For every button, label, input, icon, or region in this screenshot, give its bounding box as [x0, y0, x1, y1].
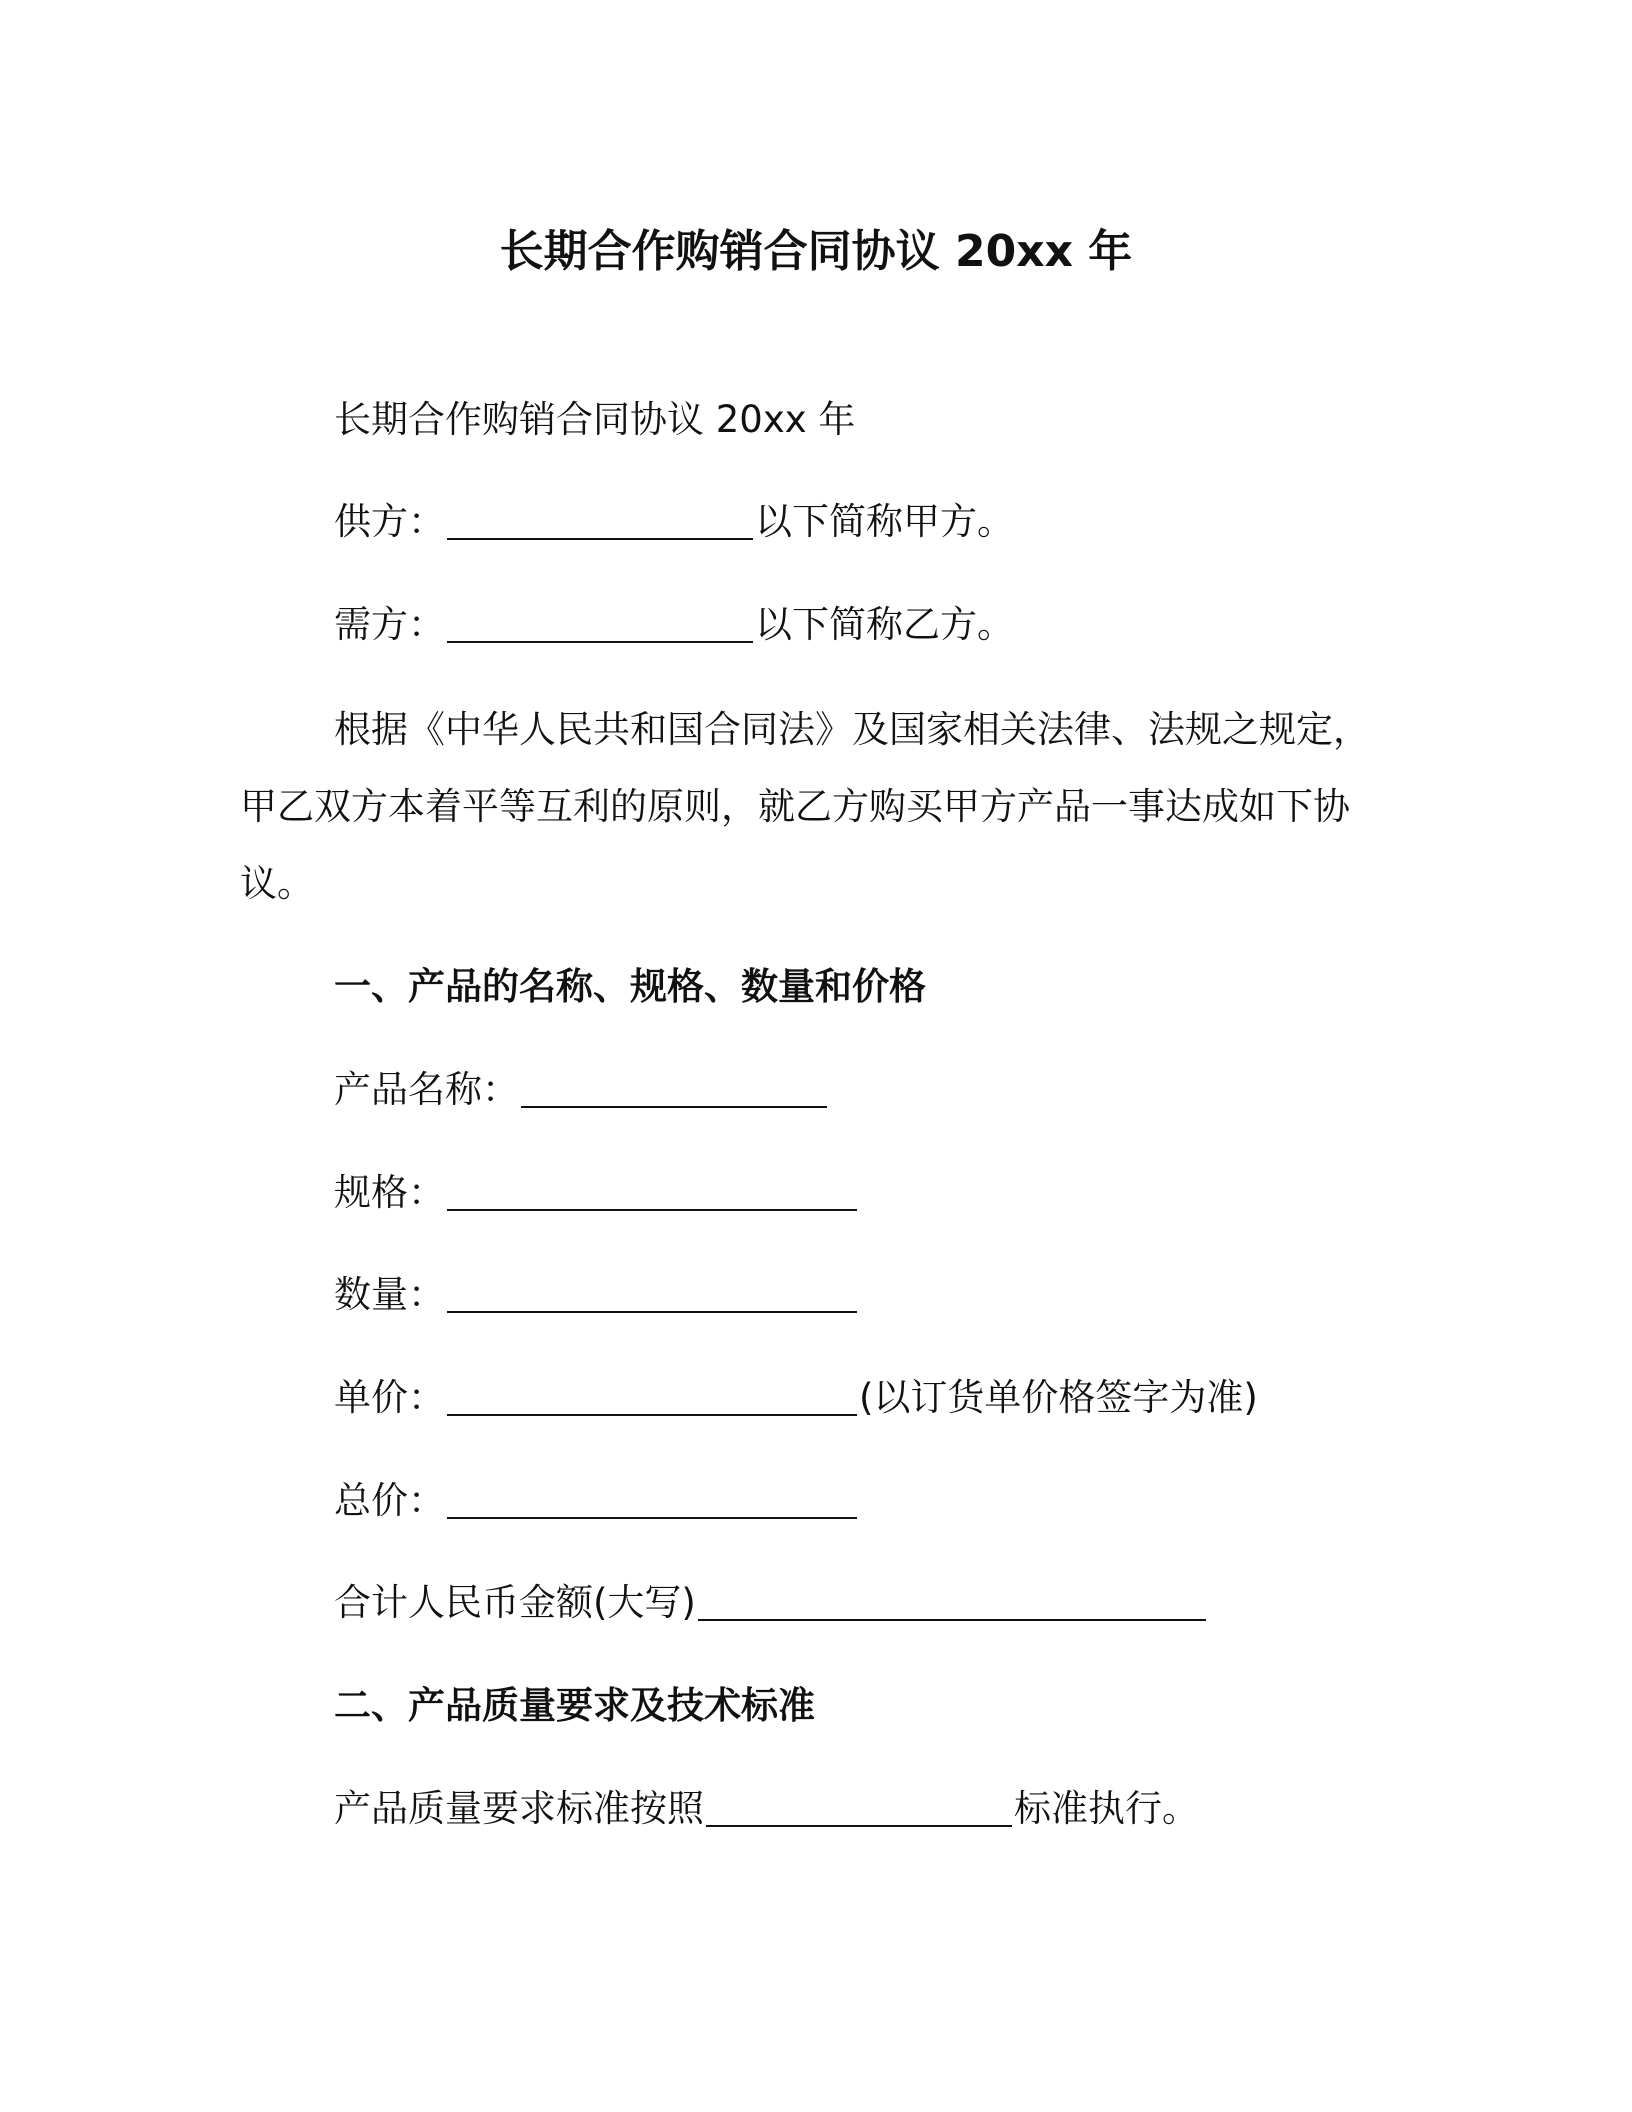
supplier-blank[interactable] — [447, 498, 753, 540]
unit-price-label: 单价： — [334, 1376, 445, 1419]
document-subtitle: 长期合作购销合同协议 20xx 年 — [334, 398, 856, 441]
quantity-blank[interactable] — [447, 1271, 857, 1313]
spec-label: 规格： — [334, 1171, 445, 1214]
product-name-blank[interactable] — [521, 1066, 827, 1108]
supplier-label: 供方： — [334, 500, 445, 543]
buyer-suffix: 以下简称乙方。 — [755, 603, 1014, 646]
buyer-blank[interactable] — [447, 601, 753, 643]
section2-heading: 二、产品质量要求及技术标准 — [334, 1684, 815, 1727]
supplier-suffix: 以下简称甲方。 — [755, 500, 1014, 543]
product-name-line — [334, 1065, 829, 1115]
standard-blank[interactable] — [706, 1785, 1012, 1827]
quantity-line — [334, 1270, 859, 1320]
spec-blank[interactable] — [447, 1169, 857, 1211]
unit-price-blank[interactable] — [447, 1374, 857, 1416]
unit-price-note: (以订货单价格签字为准) — [859, 1376, 1258, 1419]
amount-blank[interactable] — [698, 1579, 1206, 1621]
total-price-line — [334, 1476, 859, 1526]
amount-label: 合计人民币金额(大写) — [334, 1581, 696, 1624]
standard-label: 产品质量要求标准按照 — [334, 1787, 704, 1830]
buyer-line — [334, 600, 1014, 650]
document-title: 长期合作购销合同协议 20xx 年 — [499, 226, 1133, 277]
quantity-label: 数量： — [334, 1273, 445, 1316]
product-name-label: 产品名称： — [334, 1068, 519, 1111]
standard-line — [334, 1784, 1199, 1834]
supplier-line — [334, 497, 1014, 547]
buyer-label: 需方： — [334, 603, 445, 646]
standard-suffix: 标准执行。 — [1014, 1787, 1199, 1830]
preamble-paragraph: 根据《中华人民共和国合同法》及国家相关法律、法规之规定，甲乙双方本着平等互利的原则，就乙方购买甲方产品一事达成如下协议。 — [240, 708, 1370, 905]
section1-heading: 一、产品的名称、规格、数量和价格 — [334, 965, 926, 1008]
total-price-blank[interactable] — [447, 1477, 857, 1519]
spec-line — [334, 1168, 859, 1218]
unit-price-line — [334, 1373, 1258, 1423]
total-price-label: 总价： — [334, 1479, 445, 1522]
amount-line — [334, 1578, 1208, 1628]
